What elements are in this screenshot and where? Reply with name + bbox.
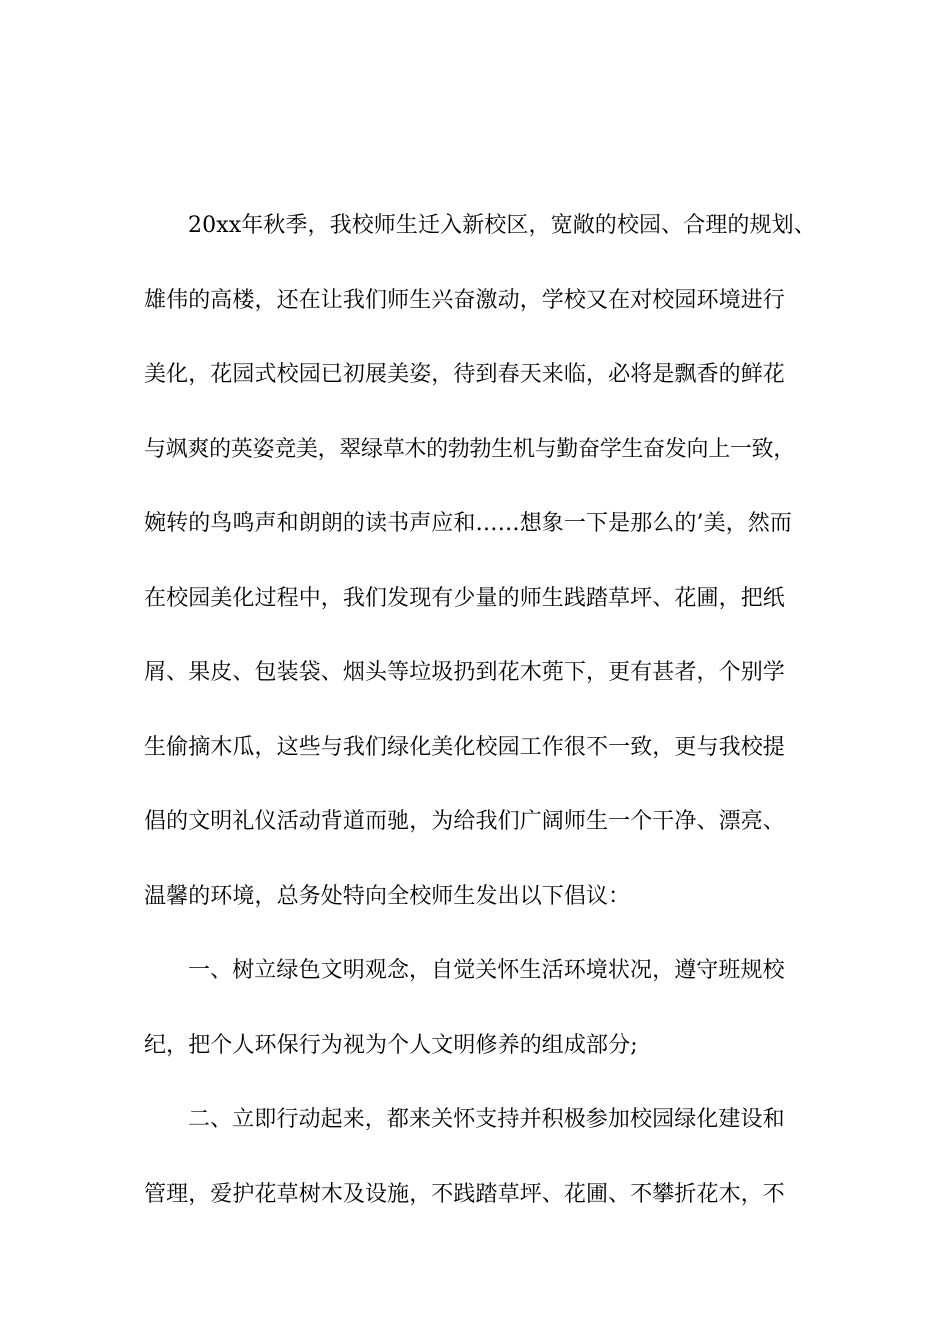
paragraph-1-line-7: 屑、果皮、包装袋、烟头等垃圾扔到花木蔸下，更有甚者，个别学 — [144, 660, 785, 685]
paragraph-1-line-3: 美化，花园式校园已初展美姿，待到春天来临，必将是飘香的鲜花 — [144, 362, 785, 387]
paragraph-1-line-5: 婉转的鸟鸣声和朗朗的读书声应和……想象一下是那么的’美，然而 — [144, 511, 792, 536]
paragraph-1-line-2: 雄伟的高楼，还在让我们师生兴奋激动，学校又在对校园环境进行 — [144, 287, 785, 313]
paragraph-1-line-8: 生偷摘木瓜，这些与我们绿化美化校园工作很不一致，更与我校提 — [144, 734, 785, 760]
document-body — [144, 189, 824, 1232]
paragraph-1-line-6: 在校园美化过程中，我们发现有少量的师生践踏草坪、花圃，把纸 — [144, 585, 785, 611]
paragraph-2-line-1: 一、树立绿色文明观念，自觉关怀生活环境状况，遵守班规校 — [188, 958, 785, 983]
paragraph-3-line-2: 管理，爱护花草树木及设施，不践踏草坪、花圃、不攀折花木，不 — [144, 1181, 785, 1207]
paragraph-1-line-1: 20xx年秋季，我校师生迁入新校区，宽敞的校园、合理的规划、 — [188, 213, 816, 238]
paragraph-1-line-9: 倡的文明礼仪活动背道而驰，为给我们广阔师生一个干净、漂亮、 — [144, 809, 785, 834]
paragraph-2-line-2: 纪，把个人环保行为视为个人文明修养的组成部分; — [144, 1032, 638, 1058]
paragraph-1-line-4: 与飒爽的英姿竞美，翠绿草木的勃勃生机与勤奋学生奋发向上一致， — [144, 436, 796, 462]
paragraph-3-line-1: 二、立即行动起来，都来关怀支持并积极参加校园绿化建设和 — [188, 1107, 785, 1132]
paragraph-1-line-10: 温馨的环境，总务处特向全校师生发出以下倡议： — [144, 883, 631, 909]
